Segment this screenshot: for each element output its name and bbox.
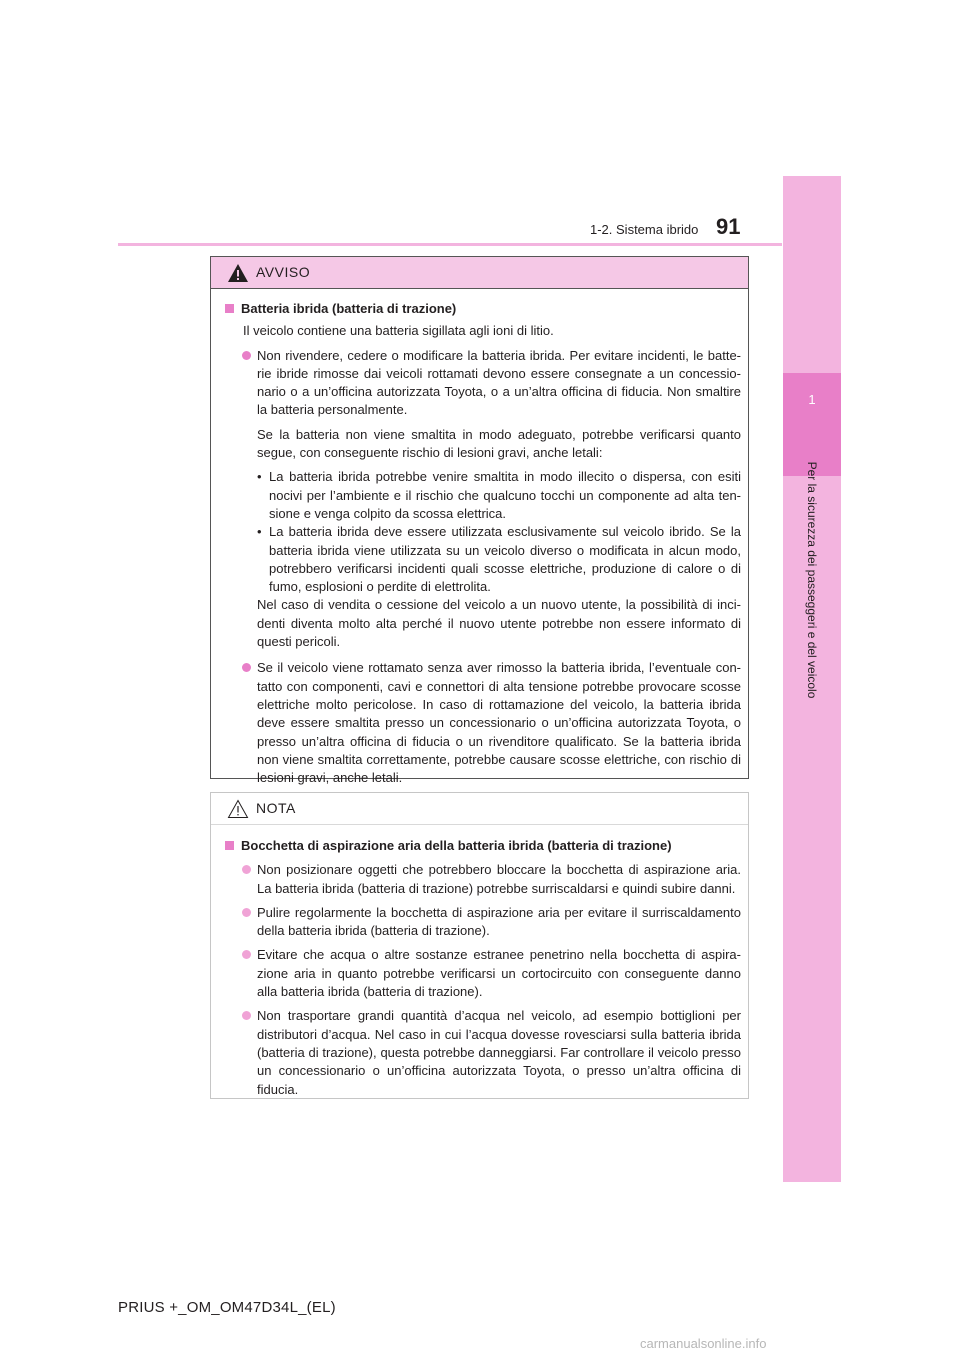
round-bullet-icon bbox=[242, 908, 251, 917]
warning-paragraph-2: Nel caso di vendita o cessione del veicolo a un nuovo utente, la possibilità di inci-denti diventa molto alta perché il nuovo utente potrebbe non essere informato di questi pericoli. bbox=[257, 597, 741, 650]
note-title-text: Bocchetta di aspirazione aria della batteria ibrida (batteria di trazione) bbox=[241, 838, 672, 853]
warning-bullet-2 bbox=[225, 659, 741, 787]
chapter-label: Per la sicurezza dei passeggeri e del veicolo bbox=[805, 461, 819, 699]
warning-content bbox=[211, 289, 748, 787]
warning-bullet-1 bbox=[225, 347, 741, 420]
warning-bullet-2-text: Se il veicolo viene rottamato senza aver rimosso la batteria ibrida, l’eventuale con-tatto con componenti, cavi e connettori di alta tensione potrebbe provocare scosse elettriche molto pericolose. In caso di rottamazione del veicolo, la batteria ibrida deve essere smaltita presso un concessionario o un’officina autorizzata Toyota, o presso un’altra officina di fiducia o un rivenditore qualificato. Se la batteria ibrida non viene smaltita correttamente, potrebbe causare scosse elettriche, con rischio di lesioni gravi, anche letali. bbox=[257, 660, 741, 786]
note-bullet-1 bbox=[225, 861, 741, 898]
round-bullet-icon bbox=[242, 1011, 251, 1020]
round-bullet-icon bbox=[242, 950, 251, 959]
watermark: carmanualsonline.info bbox=[640, 1336, 767, 1351]
warning-dash-1-text: La batteria ibrida potrebbe venire smaltita in modo illecito o dispersa, con esiti nocivi per l’ambiente e il rischio che qualcuno tocchi un componente ad alta ten-sione e venga colpito da scossa elettrica. bbox=[269, 469, 741, 521]
chapter-number: 1 bbox=[808, 392, 816, 407]
warning-paragraph-1: Se la batteria non viene smaltita in modo adeguato, potrebbe verificarsi quanto segue, con conseguente rischio di lesioni gravi, anche letali: bbox=[257, 426, 741, 461]
note-header bbox=[211, 793, 748, 825]
note-box bbox=[210, 792, 749, 1099]
note-bullet-2-text: Pulire regolarmente la bocchetta di aspirazione aria per evitare il surriscaldamento della batteria ibrida (batteria di trazione). bbox=[257, 904, 741, 939]
note-bullet-4-text: Non trasportare grandi quantità d’acqua nel veicolo, ad esempio bottiglioni per distributori d’acqua. Nel caso in cui l’acqua dovesse rovesciarsi sulla batteria ibrida (batteria di trazione), questa potrebbe danneggiarsi. Far controllare il veicolo presso un concessionario o un’officina autorizzata Toyota, o presso un’altra officina di fiducia. bbox=[257, 1008, 741, 1097]
square-bullet-icon bbox=[225, 841, 234, 850]
warning-title bbox=[225, 300, 741, 318]
warning-dash-1 bbox=[225, 468, 741, 523]
square-bullet-icon bbox=[225, 304, 234, 313]
note-bullet-3 bbox=[225, 946, 741, 1001]
note-bullet-1-text: Non posizionare oggetti che potrebbero bloccare la bocchetta di aspirazione aria. La batteria ibrida (batteria di trazione) potrebbe surriscaldarsi e quindi subire danni. bbox=[257, 862, 741, 896]
chapter-number-block bbox=[783, 373, 841, 476]
round-bullet-icon bbox=[242, 663, 251, 672]
caution-triangle-outline-icon bbox=[227, 799, 249, 819]
warning-box bbox=[210, 256, 749, 786]
note-label: NOTA bbox=[256, 800, 296, 816]
page-number: 91 bbox=[716, 214, 741, 239]
note-content bbox=[211, 825, 748, 1099]
header-rule bbox=[118, 243, 782, 246]
warning-intro: Il veicolo contiene una batteria sigillata agli ioni di litio. bbox=[243, 323, 554, 339]
section-title: 1-2. Sistema ibrido bbox=[590, 222, 699, 237]
warning-bullet-1-text: Non rivendere, cedere o modificare la batteria ibrida. Per evitare incidenti, le batte-rie ibride rimosse dai veicoli rottamati devono essere consegnate a un concessio-nario o a un’officina autorizzata Toyota, o a un’altra officina di fiducia. Non smaltire la batteria personalmente. bbox=[257, 347, 741, 418]
note-title bbox=[225, 837, 741, 855]
warning-header bbox=[211, 257, 748, 289]
note-bullet-3-text: Evitare che acqua o altre sostanze estranee penetrino nella bocchetta di aspira-zione aria in quanto potrebbe verificarsi un cortocircuito con conseguente danno alla batteria ibrida (batteria di trazione). bbox=[257, 947, 741, 1000]
note-bullet-2 bbox=[225, 904, 741, 941]
warning-title-text: Batteria ibrida (batteria di trazione) bbox=[241, 301, 457, 316]
warning-label: AVVISO bbox=[256, 264, 311, 280]
warning-dash-2 bbox=[225, 523, 741, 596]
round-bullet-icon bbox=[242, 351, 251, 360]
warning-dash-2-text: La batteria ibrida deve essere utilizzata esclusivamente sul veicolo ibrido. Se la batteria ibrida viene utilizzata su un veicolo diverso o modificata in alcun modo, potrebbero verificarsi incidenti quali scosse elettriche, produzione di calore o di fumo, esplosioni o perdite di elettrolita. bbox=[269, 524, 741, 595]
note-bullet-4 bbox=[225, 1007, 741, 1098]
warning-triangle-icon bbox=[227, 263, 249, 283]
dash-mark: • bbox=[257, 524, 262, 540]
round-bullet-icon bbox=[242, 865, 251, 874]
document-code: PRIUS +_OM_OM47D34L_(EL) bbox=[118, 1299, 336, 1316]
dash-mark: • bbox=[257, 469, 262, 485]
